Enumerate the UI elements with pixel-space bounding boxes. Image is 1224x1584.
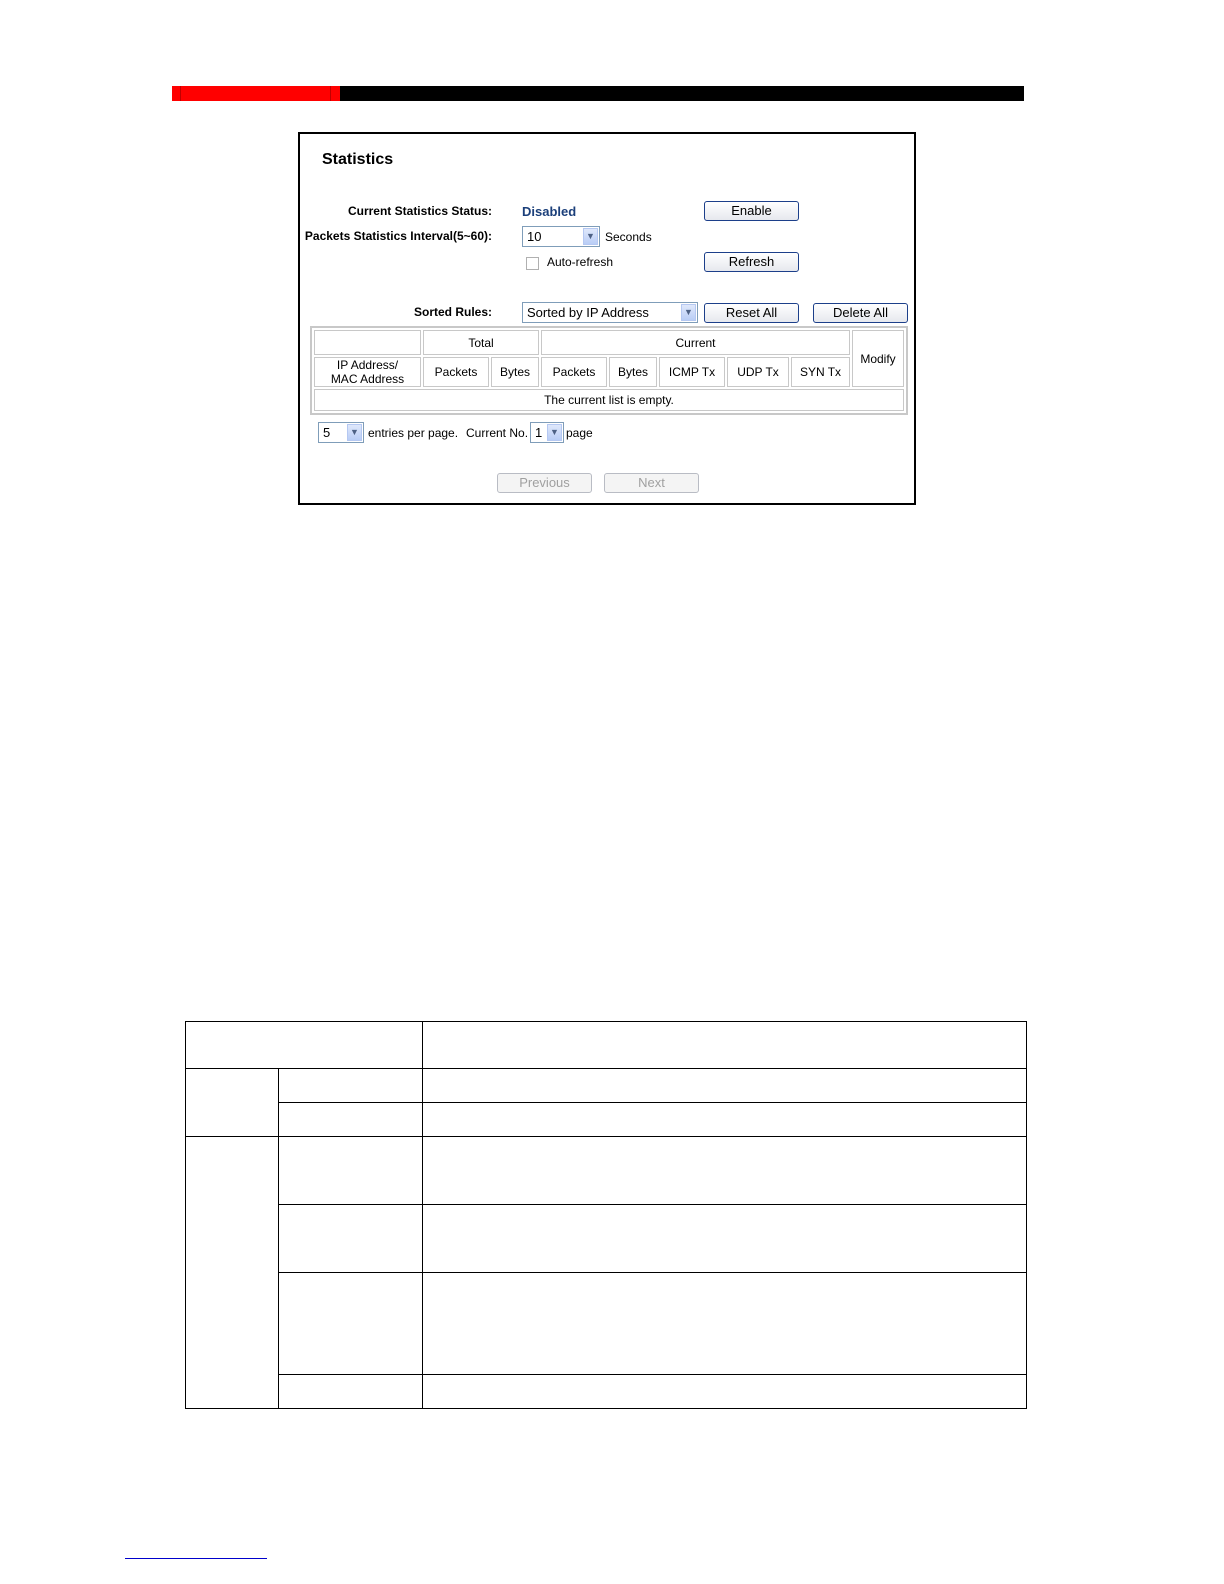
sorted-rules-select[interactable]: [522, 302, 698, 323]
table-row-divider: [185, 1068, 1027, 1069]
page-label: page: [566, 426, 593, 440]
current-packets-header: Packets: [541, 357, 607, 387]
ip-mac-header: [314, 357, 421, 387]
udp-tx-header: UDP Tx: [727, 357, 789, 387]
previous-button[interactable]: Previous: [497, 473, 592, 493]
page-value: 1: [535, 425, 543, 440]
table-row-divider: [185, 1136, 1027, 1137]
entries-value: 5: [323, 425, 331, 440]
chevron-down-icon: ▼: [681, 304, 696, 321]
entries-per-page-select[interactable]: [318, 422, 364, 443]
status-label: Current Statistics Status:: [347, 204, 492, 218]
next-button[interactable]: Next: [604, 473, 699, 493]
description-table: [185, 1021, 1027, 1409]
chevron-down-icon: ▼: [583, 228, 598, 245]
status-value: Disabled: [522, 204, 577, 219]
auto-refresh-checkbox[interactable]: [526, 257, 539, 270]
header-bar: [172, 86, 1024, 101]
current-bytes-header: Bytes: [609, 357, 657, 387]
header-red-segment: [172, 86, 340, 101]
statistics-panel: [298, 132, 916, 505]
enable-button[interactable]: Enable: [704, 201, 799, 221]
refresh-button[interactable]: Refresh: [704, 252, 799, 272]
modify-header: Modify: [852, 330, 904, 387]
auto-refresh-label: Auto-refresh: [547, 255, 614, 269]
table-border-right: [1026, 1021, 1027, 1409]
syn-tx-header: SYN Tx: [791, 357, 850, 387]
interval-label: Packets Statistics Interval(5~60):: [304, 229, 492, 243]
table-col-divider-main: [422, 1021, 423, 1409]
chevron-down-icon: ▼: [347, 424, 362, 441]
reset-all-button[interactable]: Reset All: [704, 303, 799, 323]
current-no-label: Current No.: [466, 426, 529, 440]
ip-header-line2: MAC Address: [330, 372, 405, 386]
table-row-divider: [278, 1204, 1027, 1205]
sorted-rules-label: Sorted Rules:: [413, 305, 492, 319]
interval-select[interactable]: [522, 226, 600, 247]
table-border-bottom: [185, 1408, 1027, 1409]
footer-link-underline: [125, 1558, 267, 1559]
total-header: Total: [423, 330, 539, 355]
empty-list-message: The current list is empty.: [314, 389, 904, 411]
page-select[interactable]: [530, 422, 564, 443]
empty-header-cell: [314, 330, 421, 355]
page-title: Statistics: [322, 151, 394, 168]
table-col-divider-sub: [278, 1068, 279, 1409]
delete-all-button[interactable]: Delete All: [813, 303, 908, 323]
statistics-table: [310, 326, 908, 415]
current-header: Current: [541, 330, 850, 355]
ip-header-line1: IP Address/: [336, 358, 399, 372]
table-border-left: [185, 1021, 186, 1409]
total-bytes-header: Bytes: [491, 357, 539, 387]
icmp-tx-header: ICMP Tx: [659, 357, 725, 387]
interval-value: 10: [527, 229, 542, 244]
chevron-down-icon: ▼: [547, 424, 562, 441]
table-row-divider: [278, 1272, 1027, 1273]
sorted-rules-value: Sorted by IP Address: [527, 305, 649, 320]
entries-label: entries per page.: [368, 426, 459, 440]
table-row-divider: [278, 1374, 1027, 1375]
seconds-label: Seconds: [605, 230, 652, 244]
table-border-top: [185, 1021, 1027, 1022]
total-packets-header: Packets: [423, 357, 489, 387]
table-row-divider: [278, 1102, 1027, 1103]
